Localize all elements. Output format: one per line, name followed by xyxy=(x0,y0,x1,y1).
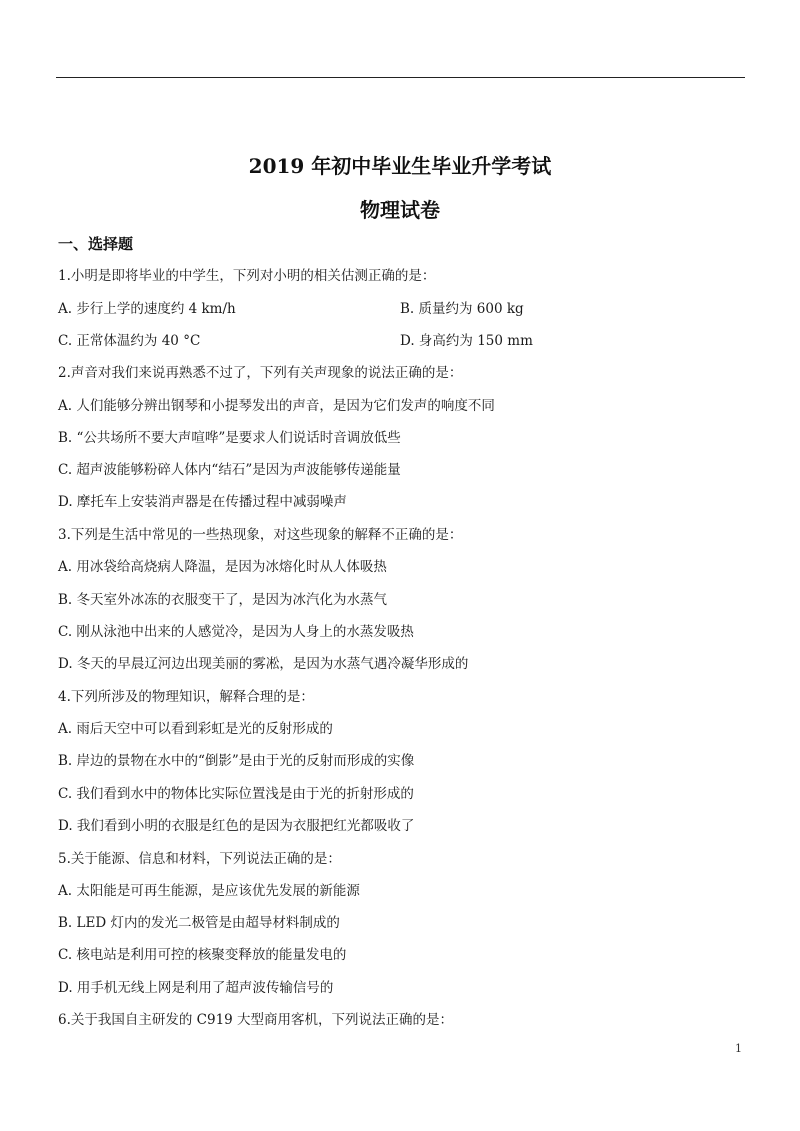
exam-title: 2019 年初中毕业生毕业升学考试 xyxy=(248,154,552,178)
option-d: D. 用手机无线上网是利用了超声波传输信号的 xyxy=(58,980,334,996)
question-stem: 3.下列是生活中常见的一些热现象，对这些现象的解释不正确的是： xyxy=(58,527,463,543)
question-stem: 2.声音对我们来说再熟悉不过了，下列有关声现象的说法正确的是： xyxy=(58,365,463,381)
header-rule xyxy=(56,77,745,78)
option-d: D. 摩托车上安装消声器是在传播过程中减弱噪声 xyxy=(58,494,347,510)
page-number: 1 xyxy=(735,1042,742,1055)
exam-subtitle: 物理试卷 xyxy=(360,198,440,222)
question-stem: 5.关于能源、信息和材料，下列说法正确的是： xyxy=(58,851,341,867)
question-stem: 6.关于我国自主研发的 C919 大型商用客机，下列说法正确的是： xyxy=(58,1012,454,1028)
option-d: D. 身高约为 150 mm xyxy=(400,333,533,349)
option-a: A. 用冰袋给高烧病人降温，是因为冰熔化时从人体吸热 xyxy=(58,559,387,575)
question-stem: 1.小明是即将毕业的中学生，下列对小明的相关估测正确的是： xyxy=(58,268,436,284)
option-a: A. 太阳能是可再生能源，是应该优先发展的新能源 xyxy=(58,883,360,899)
option-a: A. 雨后天空中可以看到彩虹是光的反射形成的 xyxy=(58,721,333,737)
section-heading: 一、选择题 xyxy=(58,235,134,253)
option-b: B. “公共场所不要大声喧哗”是要求人们说话时音调放低些 xyxy=(58,430,401,446)
option-b: B. 岸边的景物在水中的“倒影”是由于光的反射而形成的实像 xyxy=(58,753,415,769)
option-c: C. 正常体温约为 40 °C xyxy=(58,333,201,349)
option-a: A. 步行上学的速度约 4 km/h xyxy=(58,301,236,317)
question-stem: 4.下列所涉及的物理知识，解释合理的是： xyxy=(58,689,314,705)
option-c: C. 刚从泳池中出来的人感觉冷，是因为人身上的水蒸发吸热 xyxy=(58,624,414,640)
option-c: C. 超声波能够粉碎人体内“结石”是因为声波能够传递能量 xyxy=(58,462,401,478)
option-b: B. 质量约为 600 kg xyxy=(400,301,524,317)
option-c: C. 我们看到水中的物体比实际位置浅是由于光的折射形成的 xyxy=(58,786,414,802)
option-c: C. 核电站是利用可控的核聚变释放的能量发电的 xyxy=(58,947,347,963)
option-d: D. 冬天的早晨辽河边出现美丽的雾凇，是因为水蒸气遇冷凝华形成的 xyxy=(58,656,469,672)
option-b: B. 冬天室外冰冻的衣服变干了，是因为冰汽化为水蒸气 xyxy=(58,592,388,608)
option-a: A. 人们能够分辨出钢琴和小提琴发出的声音，是因为它们发声的响度不同 xyxy=(58,398,495,414)
option-d: D. 我们看到小明的衣服是红色的是因为衣服把红光都吸收了 xyxy=(58,818,415,834)
option-b: B. LED 灯内的发光二极管是由超导材料制成的 xyxy=(58,915,340,931)
